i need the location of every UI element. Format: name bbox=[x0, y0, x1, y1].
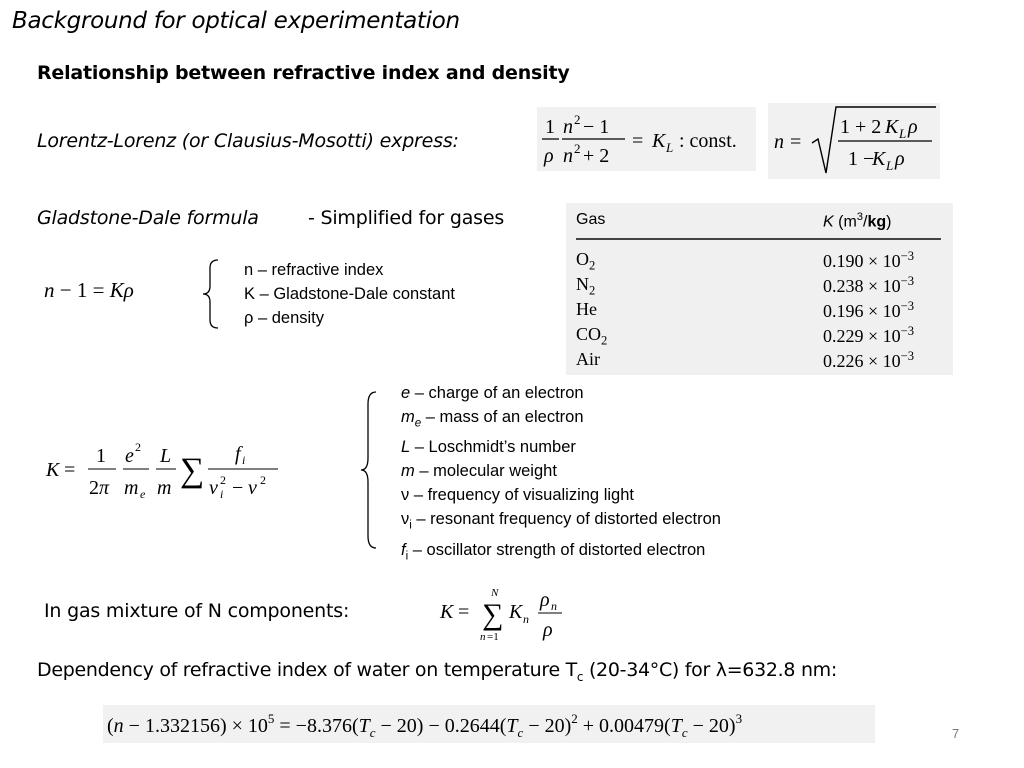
svg-text:π: π bbox=[99, 477, 110, 499]
svg-text:1 + 2: 1 + 2 bbox=[840, 116, 882, 138]
mixture-label: In gas mixture of N components: bbox=[44, 600, 350, 622]
table-row: Air $0.226 \times 10^{-3}$ bbox=[576, 349, 915, 371]
svg-text:e: e bbox=[125, 445, 134, 467]
svg-text:=: = bbox=[64, 459, 76, 481]
svg-text:m: m bbox=[157, 477, 172, 499]
svg-text:n: n bbox=[774, 131, 784, 153]
svg-text:f: f bbox=[235, 443, 241, 465]
svg-text:K: K bbox=[440, 601, 454, 623]
table-header-k: K $(m^3/kg)$ bbox=[823, 211, 892, 231]
svg-text:i: i bbox=[242, 453, 246, 467]
svg-text:K: K bbox=[652, 130, 666, 152]
svg-text:2: 2 bbox=[260, 473, 266, 487]
water-temperature-equation bbox=[103, 705, 875, 743]
svg-text:L: L bbox=[666, 140, 674, 155]
svg-text:ν: ν bbox=[209, 477, 218, 499]
svg-text:∑: ∑ bbox=[180, 452, 205, 489]
svg-text:L: L bbox=[160, 445, 172, 467]
k-definitions bbox=[401, 381, 721, 568]
table-row: He $0.196 \times 10^{-3}$ bbox=[576, 299, 915, 321]
brace-icon bbox=[358, 390, 380, 550]
svg-text:L: L bbox=[899, 126, 907, 141]
svg-text:n: n bbox=[563, 145, 573, 167]
svg-text:L: L bbox=[886, 158, 894, 173]
svg-text:=1: =1 bbox=[487, 631, 499, 643]
svg-text:K: K bbox=[872, 148, 886, 170]
def-m: m – molecular weight bbox=[401, 462, 557, 481]
def-l: L – Loschmidt’s number bbox=[401, 438, 576, 457]
svg-text:+ 2: + 2 bbox=[583, 145, 610, 167]
svg-text:ρ: ρ bbox=[908, 116, 918, 138]
svg-text:K: K bbox=[885, 116, 899, 138]
svg-text:n: n bbox=[480, 631, 486, 643]
def-e: e – charge of an electron bbox=[401, 384, 584, 402]
gas-constant-table bbox=[566, 203, 953, 375]
gladstone-dale-note: - Simplified for gases bbox=[308, 207, 505, 229]
svg-text:1: 1 bbox=[545, 116, 555, 138]
svg-text:K: K bbox=[509, 601, 523, 623]
svg-text:ρ: ρ bbox=[544, 145, 554, 167]
svg-text:2: 2 bbox=[89, 477, 99, 499]
svg-text:=: = bbox=[790, 131, 802, 153]
def-k: K – Gladstone-Dale constant bbox=[244, 285, 455, 303]
svg-text:ρ: ρ bbox=[895, 148, 905, 170]
gladstone-dale-definitions bbox=[244, 258, 455, 330]
slide-subtitle: Relationship between refractive index and density bbox=[37, 62, 570, 84]
svg-text:e: e bbox=[140, 487, 146, 501]
svg-text:N: N bbox=[491, 587, 499, 599]
table-row: $N_2$ $0.238 \times 10^{-3}$ bbox=[576, 274, 915, 298]
brace-icon bbox=[200, 258, 222, 330]
svg-text:n: n bbox=[551, 599, 557, 613]
gladstone-dale-label: Gladstone-Dale formula bbox=[37, 207, 259, 229]
slide-title: Background for optical experimentation bbox=[12, 8, 460, 34]
svg-text:2: 2 bbox=[574, 112, 581, 127]
svg-text:m: m bbox=[124, 477, 139, 499]
def-f-i: $f_i$ – oscillator strength of distorted electron bbox=[401, 540, 706, 562]
svg-text:ρ: ρ bbox=[543, 619, 553, 641]
svg-text:2: 2 bbox=[135, 440, 141, 454]
table-row: $O_2$ $0.190 \times 10^{-3}$ bbox=[576, 249, 915, 273]
table-row: $CO_2$ $0.229 \times 10^{-3}$ bbox=[576, 324, 915, 348]
svg-text:1: 1 bbox=[96, 445, 106, 467]
svg-text:=: = bbox=[458, 601, 470, 623]
lorentz-lorenz-label: Lorentz-Lorenz (or Clausius-Mosotti) express: bbox=[37, 130, 459, 152]
svg-text:(n − 1.332156) × 105 = −8.376(: $(n - 1.332156) \times 10^5 = -8.376(T_c - 20) - 0.2644(T_c - 20)^2 + 0.00479(T_c - 20)^3$ bbox=[107, 711, 743, 740]
dependency-text: Dependency of refractive index of water on temperature $T_c$ (20-34°C) for λ=632.8 nm: bbox=[37, 659, 837, 684]
svg-text:i: i bbox=[220, 487, 224, 501]
def-nu: ν – frequency of visualizing light bbox=[401, 486, 634, 505]
slide-number: 7 bbox=[952, 726, 960, 741]
svg-text:1 −: 1 − bbox=[848, 148, 875, 170]
svg-text:: const.: : const. bbox=[679, 130, 737, 152]
gladstone-dale-equation: n − 1 = Kρ bbox=[44, 278, 134, 302]
svg-text:−: − bbox=[232, 477, 244, 499]
def-n: n – refractive index bbox=[244, 261, 384, 279]
refractive-index-equation bbox=[768, 103, 940, 179]
mixture-equation bbox=[438, 584, 578, 646]
lorentz-lorenz-equation bbox=[537, 107, 756, 171]
svg-text:2: 2 bbox=[220, 473, 226, 487]
svg-text:n: n bbox=[563, 116, 573, 138]
k-expression-equation bbox=[42, 436, 292, 506]
svg-text:ν: ν bbox=[248, 477, 257, 499]
table-rule bbox=[576, 238, 941, 240]
svg-text:K: K bbox=[46, 459, 60, 481]
svg-text:n: n bbox=[523, 612, 529, 626]
def-rho: ρ – density bbox=[244, 309, 325, 327]
svg-text:∑: ∑ bbox=[482, 598, 504, 631]
svg-text:− 1: − 1 bbox=[583, 116, 610, 138]
def-nu-i: $\nu_i$ – resonant frequency of distorted electron bbox=[401, 510, 721, 532]
svg-text:=: = bbox=[632, 130, 644, 152]
def-me: $m_e$ – mass of an electron bbox=[401, 408, 584, 430]
table-header-gas: Gas bbox=[576, 211, 606, 228]
svg-text:2: 2 bbox=[574, 141, 581, 156]
svg-text:ρ: ρ bbox=[540, 589, 550, 611]
